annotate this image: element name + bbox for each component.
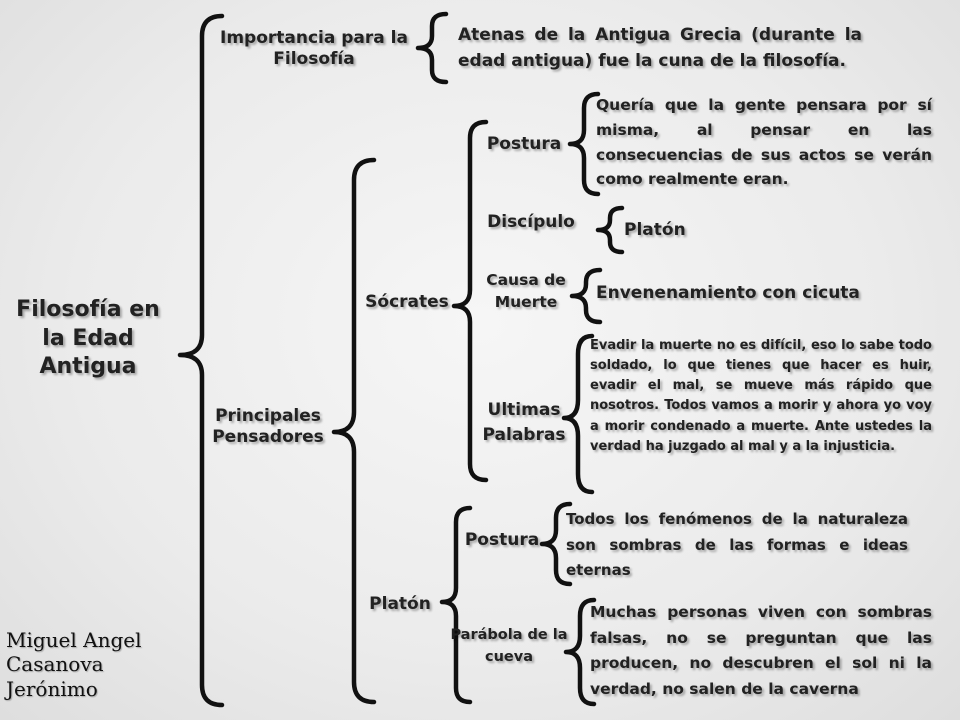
bracket-soc-postura	[570, 94, 598, 194]
bracket-thinkers	[334, 160, 374, 702]
socrates-name: Sócrates	[365, 292, 449, 312]
thinkers-label: Principales Pensadores	[212, 406, 324, 448]
root-title: Filosofía en la Edad Antigua	[16, 297, 160, 380]
soc-muerte-label: Causa de Muerte	[486, 271, 566, 311]
soc-palabras-label: Ultimas Palabras	[482, 400, 566, 445]
plat-parabola-label: Parábola de la cueva	[450, 627, 568, 666]
soc-palabras-text: Evadir la muerte no es difícil, eso lo sabe todo soldado, lo que tienes que hacer es huir, evadir el mal, se mueve más rápido que nosotros. Todos vamos a morir y ahora yo voy a morir condenado a muerte. Ante ustedes la verdad ha juzgado al mal y a la injusticia.	[590, 338, 932, 454]
author-signature: Miguel Angel Casanova Jerónimo	[6, 628, 142, 701]
importance-label: Importancia para la Filosofía	[220, 28, 408, 70]
soc-discipulo-label: Discípulo	[487, 212, 575, 232]
bracket-discipulo	[598, 208, 622, 252]
soc-postura-label: Postura	[486, 134, 562, 154]
soc-muerte-text: Envenenamiento con cicuta	[596, 283, 860, 303]
bracket-importance	[418, 14, 446, 82]
plat-postura-label: Postura	[464, 530, 540, 550]
importance-text: Atenas de la Antigua Grecia (durante la edad antigua) fue la cuna de la filosofía.	[458, 25, 862, 72]
soc-discipulo-text: Platón	[624, 220, 686, 240]
platon-name: Platón	[369, 594, 431, 614]
bracket-root	[180, 16, 222, 705]
soc-postura-text: Quería que la gente pensara por sí misma, al pensar en las consecuencias de sus actos se verán como realmente eran.	[596, 96, 932, 189]
plat-parabola-text: Muchas personas viven con sombras falsas, no se preguntan que las producen, no descubren el sol ni la verdad, no salen de la caverna	[590, 603, 932, 698]
plat-postura-text: Todos los fenómenos de la naturaleza son sombras de las formas e ideas eternas	[566, 510, 908, 579]
